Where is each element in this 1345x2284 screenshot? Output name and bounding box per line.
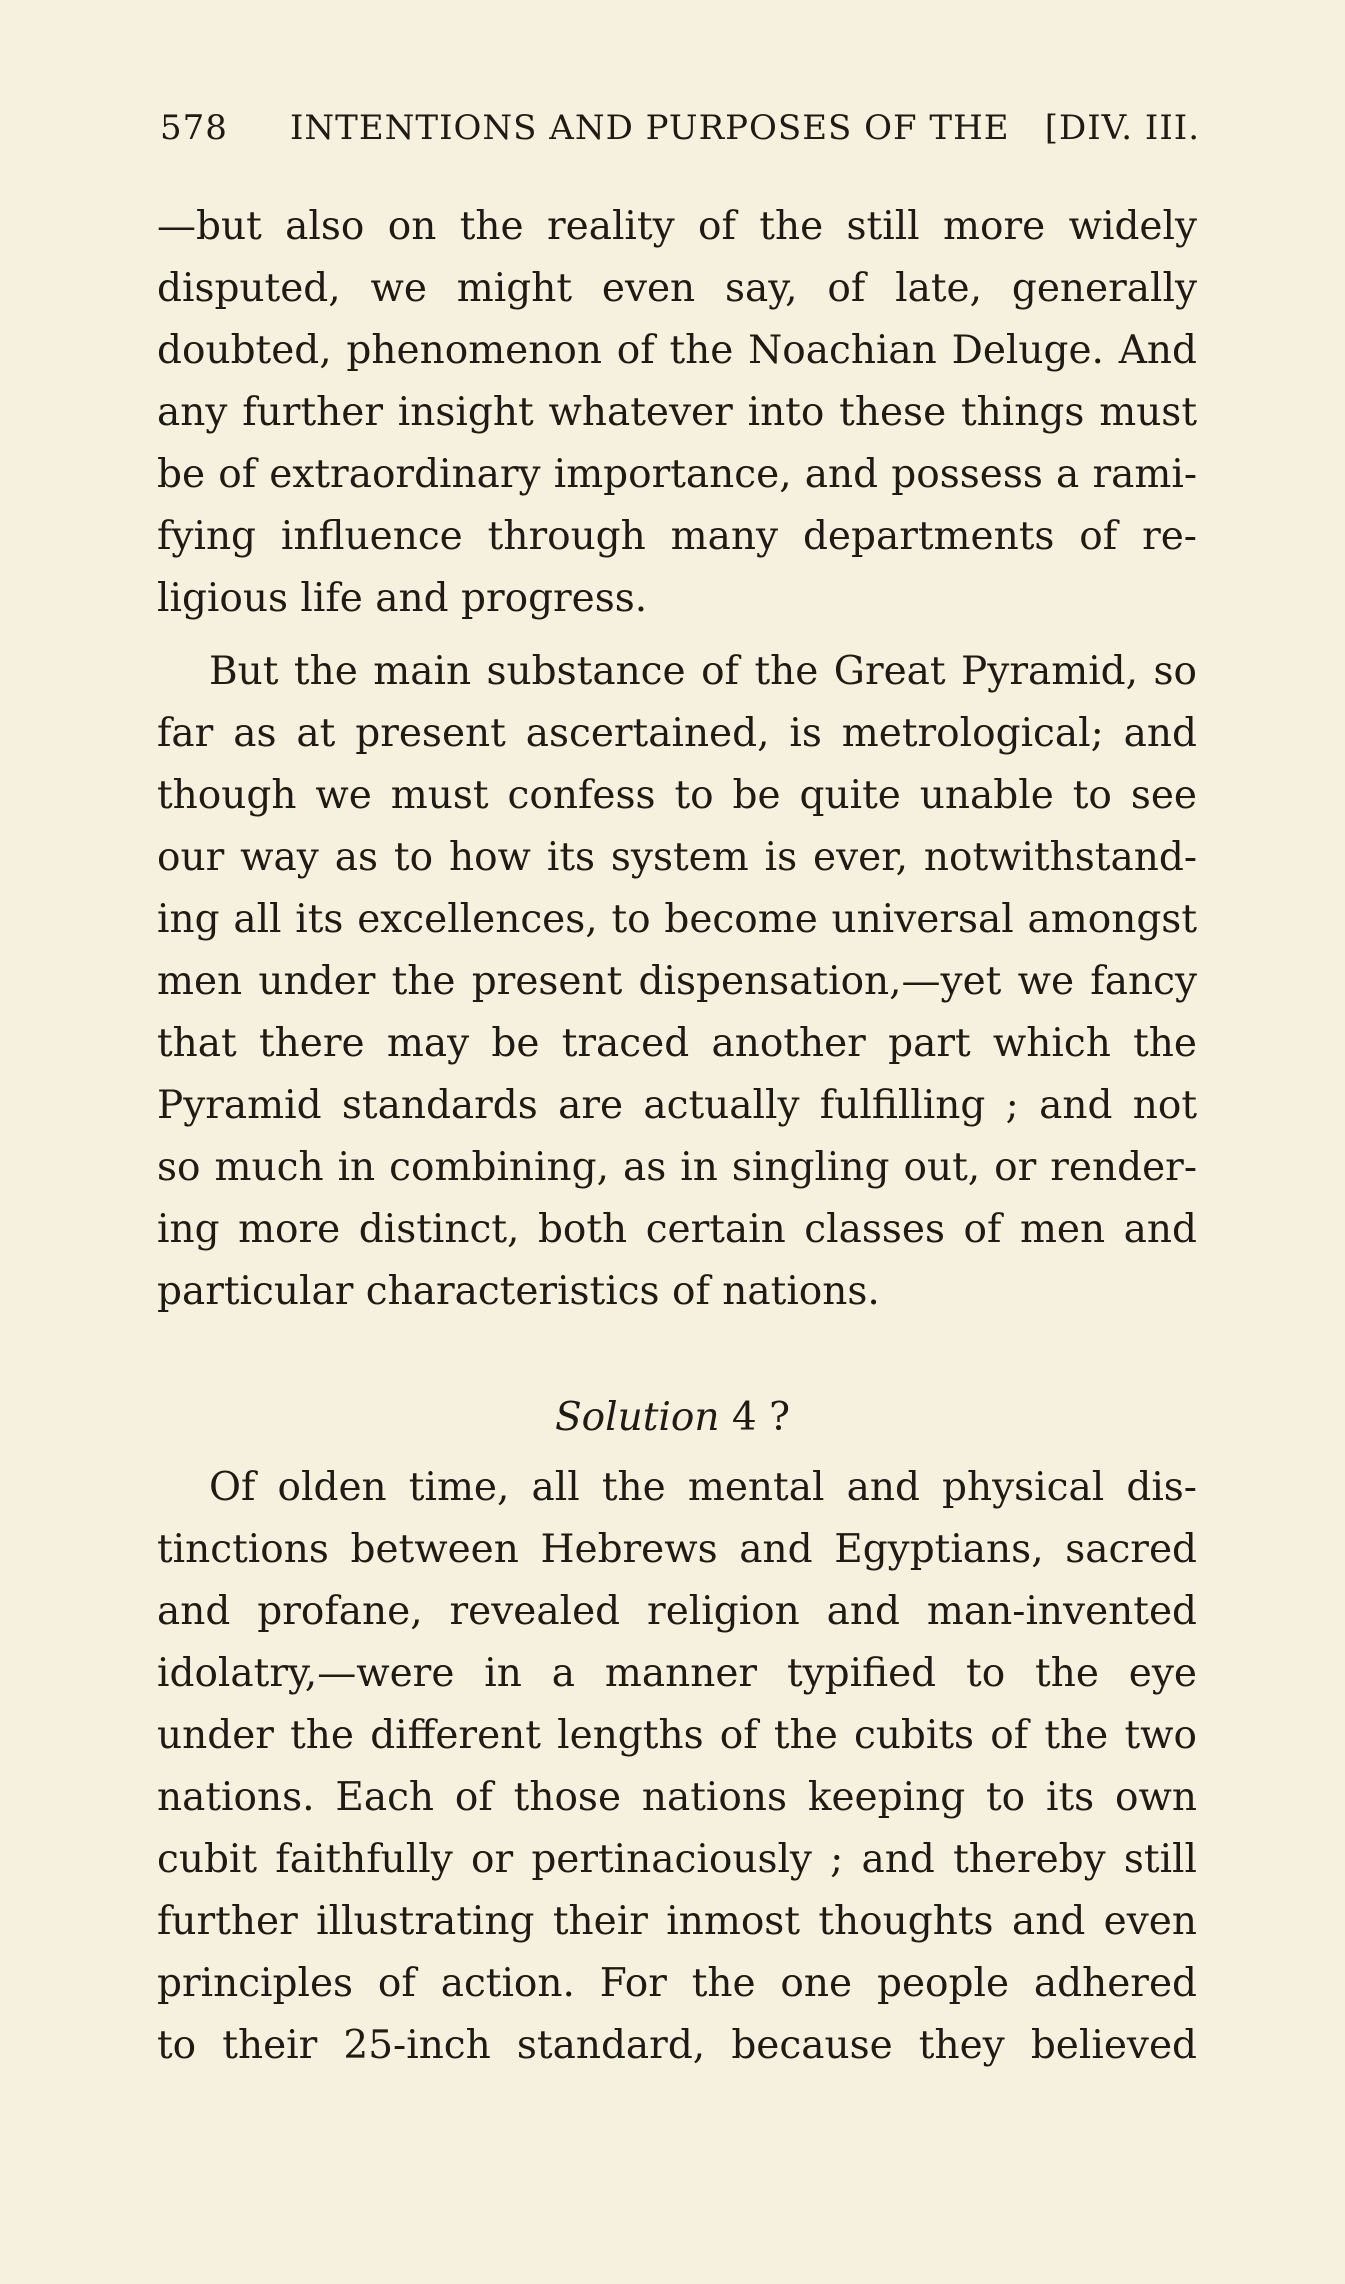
text-line: under the different lengths of the cubits of the two: [157, 1713, 1197, 1758]
text-line: though we must confess to be quite unable to see: [157, 773, 1197, 818]
text-line: fying influence through many departments of re-: [157, 514, 1197, 559]
text-line: doubted, phenomenon of the Noachian Deluge. And: [157, 328, 1197, 373]
text-line: idolatry,—were in a manner typified to the eye: [157, 1651, 1197, 1696]
text-line: ing all its excellences, to become universal amongst: [157, 897, 1197, 942]
text-line: men under the present dispensation,—yet we fancy: [157, 959, 1197, 1004]
text-line: that there may be traced another part which the: [157, 1021, 1197, 1066]
page-header: [160, 108, 1200, 158]
section-heading: [0, 1387, 1345, 1449]
section-heading-number: 4 ?: [731, 1395, 791, 1440]
text-line: far as at present ascertained, is metrological; and: [157, 711, 1197, 756]
page-number: 578: [160, 108, 228, 148]
text-line: to their 25-inch standard, because they believed: [157, 2023, 1197, 2068]
section-heading-label: Solution: [554, 1395, 720, 1440]
text-line: be of extraordinary importance, and possess a rami-: [157, 452, 1197, 497]
text-line: and profane, revealed religion and man-invented: [157, 1589, 1197, 1634]
text-line: ing more distinct, both certain classes of men and: [157, 1207, 1197, 1252]
text-line: further illustrating their inmost thoughts and even: [157, 1899, 1197, 1944]
running-head: INTENTIONS AND PURPOSES OF THE: [290, 108, 1010, 148]
text-line: Of olden time, all the mental and physical dis-: [209, 1465, 1197, 1510]
division-marker: [DIV. III.: [1044, 108, 1200, 148]
text-line: principles of action. For the one people adhered: [157, 1961, 1197, 2006]
text-line: cubit faithfully or pertinaciously ; and thereby still: [157, 1837, 1197, 1882]
text-line: —but also on the reality of the still more widely: [157, 204, 1197, 249]
text-line: nations. Each of those nations keeping to its own: [157, 1775, 1197, 1820]
text-line: disputed, we might even say, of late, generally: [157, 266, 1197, 311]
text-line: any further insight whatever into these things must: [157, 390, 1197, 435]
text-line: our way as to how its system is ever, notwithstand-: [157, 835, 1197, 880]
text-line: ligious life and progress.: [157, 576, 648, 621]
text-line: Pyramid standards are actually fulfilling ; and not: [157, 1083, 1197, 1128]
text-line: tinctions between Hebrews and Egyptians, sacred: [157, 1527, 1197, 1572]
text-line: But the main substance of the Great Pyramid, so: [209, 649, 1197, 694]
text-line: so much in combining, as in singling out, or render-: [157, 1145, 1197, 1190]
text-line: particular characteristics of nations.: [157, 1269, 880, 1314]
